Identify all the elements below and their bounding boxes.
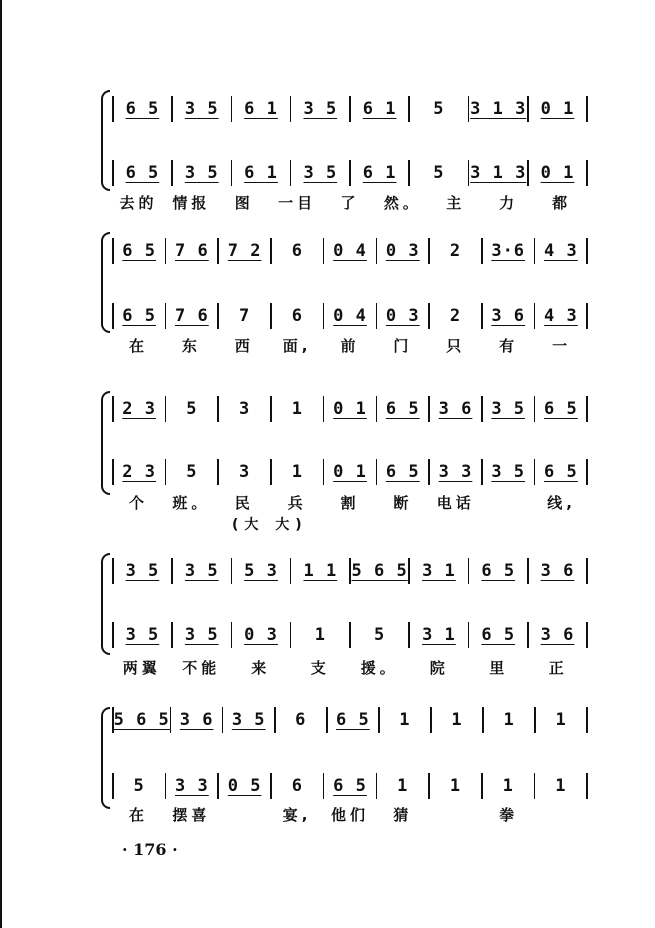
measure: 3 1 bbox=[422, 625, 456, 645]
system-bracket bbox=[101, 553, 110, 655]
measure: 3 5 bbox=[231, 710, 266, 730]
lyric-word: 有 bbox=[499, 336, 519, 355]
lyric-word: 力 bbox=[499, 193, 519, 212]
measure: 6 5 bbox=[544, 399, 578, 419]
measure: 6 1 bbox=[362, 163, 397, 183]
measure: 3 bbox=[238, 399, 251, 419]
measure: 3 3 bbox=[438, 462, 473, 482]
measure: 0 3 bbox=[385, 306, 420, 326]
lyric-word: 只 bbox=[446, 336, 466, 355]
measure: 4 3 bbox=[544, 241, 578, 261]
upper-staff bbox=[112, 96, 588, 122]
measure: 2 bbox=[449, 306, 462, 326]
measure: 6 5 bbox=[385, 462, 420, 482]
measure: 3 5 bbox=[184, 561, 219, 581]
lyric-word: 东 bbox=[181, 336, 201, 355]
lyric-line bbox=[112, 491, 588, 513]
page-left-edge bbox=[0, 0, 2, 928]
measure: 3 5 bbox=[303, 163, 338, 183]
measure: 6 bbox=[295, 710, 307, 730]
measure: 1 bbox=[314, 625, 326, 645]
measure: 1 bbox=[449, 776, 462, 796]
lyric-word: 他们 bbox=[331, 805, 370, 824]
lyric-word: 前 bbox=[340, 336, 360, 355]
lyric-word: 面, bbox=[282, 336, 312, 355]
measure: 0 5 bbox=[227, 776, 262, 796]
lyric-word: 援。 bbox=[360, 658, 399, 677]
lyric-word: 情报 bbox=[172, 193, 211, 212]
system-bracket bbox=[101, 232, 110, 333]
measure: 1 bbox=[451, 710, 463, 730]
measure: 1 bbox=[399, 710, 411, 730]
measure: 3 6 bbox=[540, 561, 575, 581]
lyric-word: 割 bbox=[340, 493, 360, 512]
lyric-word: 西 bbox=[234, 336, 254, 355]
lyric-word: 拳 bbox=[499, 805, 519, 824]
measure: 6 5 bbox=[385, 399, 420, 419]
measure: 3 1 bbox=[422, 561, 456, 581]
measure: 0 1 bbox=[540, 99, 575, 119]
lyric-line bbox=[112, 803, 588, 825]
lyric-word: 民 bbox=[234, 493, 254, 512]
system-bracket bbox=[101, 391, 110, 495]
lyric-word: 宴, bbox=[282, 805, 312, 824]
lyric-word: 猜 bbox=[393, 805, 413, 824]
measure: 4 3 bbox=[544, 306, 578, 326]
measure: 3 1 3 bbox=[470, 99, 527, 119]
measure: 1 bbox=[397, 776, 409, 796]
measure: 1 bbox=[555, 776, 567, 796]
measure: 6 bbox=[291, 776, 303, 796]
measure: 5 bbox=[433, 163, 445, 183]
measure: 7 2 bbox=[227, 241, 262, 261]
measure: 3 5 bbox=[184, 625, 219, 645]
lower-staff bbox=[112, 459, 588, 485]
measure: 6 1 bbox=[244, 99, 278, 119]
measure: 5 bbox=[433, 99, 445, 119]
lyric-word: 摆喜 bbox=[172, 805, 211, 824]
lower-staff bbox=[112, 622, 588, 648]
measure: 1 bbox=[555, 710, 567, 730]
lyric-word: 里 bbox=[489, 658, 509, 677]
lyric-word: 一目 bbox=[278, 193, 317, 212]
lyric-line bbox=[112, 656, 588, 678]
measure: 0 4 bbox=[333, 241, 367, 261]
lyric-word: 个 bbox=[128, 493, 148, 512]
lyric-word: 两翼 bbox=[122, 658, 161, 677]
measure: 6 5 bbox=[481, 561, 516, 581]
measure: 5 3 bbox=[244, 561, 278, 581]
measure: 6 5 bbox=[544, 462, 578, 482]
lyric-word: 门 bbox=[393, 336, 413, 355]
lower-staff bbox=[112, 160, 588, 186]
measure: 6 1 bbox=[244, 163, 278, 183]
measure: 1 1 bbox=[303, 561, 338, 581]
upper-staff bbox=[112, 396, 588, 422]
measure: 3 5 bbox=[184, 99, 219, 119]
measure: 6 5 bbox=[122, 241, 157, 261]
measure: 7 bbox=[238, 306, 251, 326]
system-bracket bbox=[101, 707, 110, 809]
lyric-word: 都 bbox=[552, 193, 572, 212]
measure: 5 bbox=[374, 625, 386, 645]
lower-staff bbox=[112, 773, 588, 799]
measure: 5 6 5 bbox=[351, 561, 408, 581]
measure: 6 5 bbox=[333, 776, 367, 796]
measure: 2 3 bbox=[122, 399, 157, 419]
upper-staff bbox=[112, 558, 588, 584]
measure: 6 5 bbox=[335, 710, 370, 730]
measure: 7 6 bbox=[175, 306, 209, 326]
upper-staff bbox=[112, 238, 588, 264]
measure: 1 bbox=[291, 462, 303, 482]
lyric-word: 主 bbox=[446, 193, 466, 212]
lyric-word: 在 bbox=[128, 805, 148, 824]
lyric-word: 然。 bbox=[383, 193, 422, 212]
measure: 1 bbox=[291, 399, 303, 419]
measure: 6 bbox=[291, 306, 303, 326]
lower-staff bbox=[112, 303, 588, 329]
measure: 6 1 bbox=[362, 99, 397, 119]
measure: 5 bbox=[133, 776, 145, 796]
measure: 0 3 bbox=[244, 625, 278, 645]
lyric-word: 在 bbox=[128, 336, 148, 355]
lyric-word: 兵 bbox=[287, 493, 307, 512]
lyric-word: 班。 bbox=[172, 493, 211, 512]
measure: 3 5 bbox=[125, 561, 160, 581]
measure: 6 5 bbox=[122, 306, 157, 326]
measure: 0 1 bbox=[333, 399, 367, 419]
measure: 3 1 3 bbox=[470, 163, 527, 183]
measure: 3 3 bbox=[175, 776, 209, 796]
measure: 0 4 bbox=[333, 306, 367, 326]
lyric-word: 支 bbox=[310, 658, 330, 677]
page-number: · 176 · bbox=[122, 840, 178, 859]
lyric-word: 图 bbox=[234, 193, 254, 212]
measure: 2 bbox=[449, 241, 462, 261]
measure: 3 6 bbox=[179, 710, 214, 730]
measure: 3 5 bbox=[184, 163, 219, 183]
lyric-word: 一 bbox=[552, 336, 572, 355]
measure: 2 3 bbox=[122, 462, 157, 482]
measure: 3·6 bbox=[491, 241, 526, 261]
lyric-line bbox=[112, 191, 588, 213]
lyric-word: 不能 bbox=[182, 658, 221, 677]
lyric-line bbox=[112, 334, 588, 356]
measure: 3 5 bbox=[491, 399, 526, 419]
upper-staff bbox=[112, 707, 588, 733]
measure: 5 bbox=[186, 399, 198, 419]
measure: 3 6 bbox=[491, 306, 526, 326]
measure: 0 1 bbox=[333, 462, 367, 482]
measure: 1 bbox=[502, 776, 514, 796]
measure: 5 bbox=[186, 462, 198, 482]
measure: 7 6 bbox=[175, 241, 209, 261]
measure: 6 5 bbox=[481, 625, 516, 645]
measure: 5 6 5 bbox=[113, 710, 170, 730]
lyric-word: 线, bbox=[547, 493, 576, 512]
measure: 6 bbox=[291, 241, 303, 261]
lyric-word: 断 bbox=[393, 493, 413, 512]
measure: 3 6 bbox=[438, 399, 473, 419]
measure: 1 bbox=[503, 710, 515, 730]
measure: 3 5 bbox=[303, 99, 338, 119]
lyric-word: 院 bbox=[429, 658, 449, 677]
measure: 3 5 bbox=[125, 625, 160, 645]
performance-note: (大 大) bbox=[232, 517, 308, 533]
measure: 3 5 bbox=[491, 462, 526, 482]
lyric-word: 电话 bbox=[436, 493, 475, 512]
lyric-word: 了 bbox=[340, 193, 360, 212]
measure: 3 6 bbox=[540, 625, 575, 645]
lyric-word: 正 bbox=[548, 658, 568, 677]
measure: 0 1 bbox=[540, 163, 575, 183]
lyric-word: 去的 bbox=[119, 193, 158, 212]
system-bracket bbox=[101, 90, 110, 191]
measure: 6 5 bbox=[125, 99, 160, 119]
measure: 3 bbox=[238, 462, 251, 482]
measure: 6 5 bbox=[125, 163, 160, 183]
lyric-word: 来 bbox=[251, 658, 271, 677]
measure: 0 3 bbox=[385, 241, 420, 261]
